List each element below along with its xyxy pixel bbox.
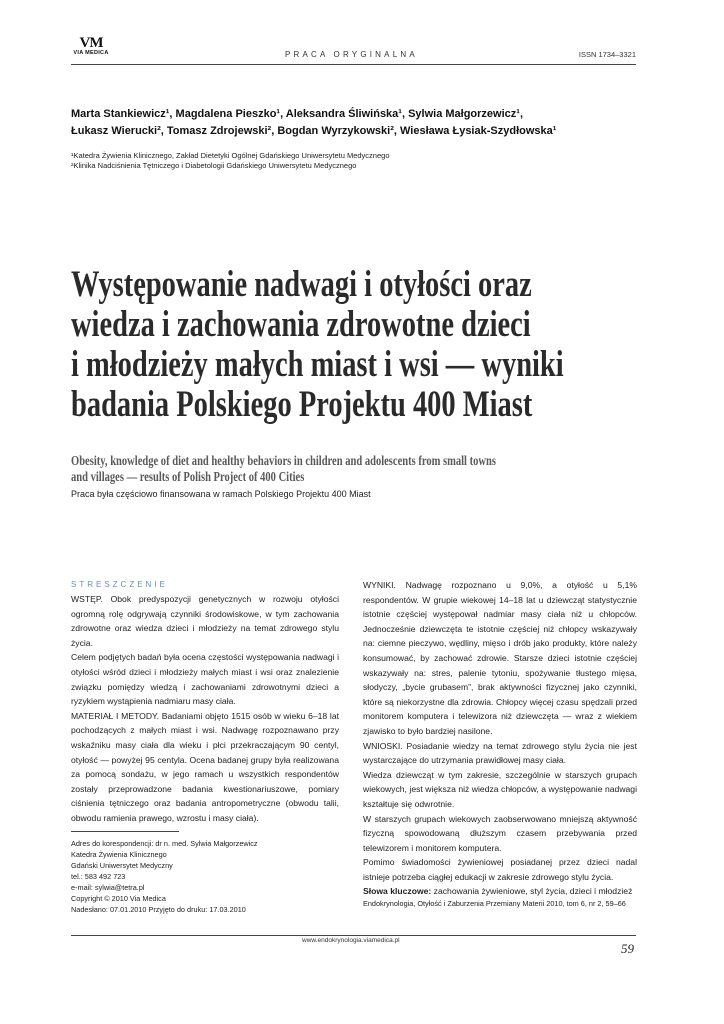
author: Marta Stankiewicz¹, [71, 108, 173, 120]
copyright: Copyright © 2010 Via Medica [71, 894, 166, 903]
keywords-text: zachowania żywieniowe, styl życia, dzieci i młodzież [431, 886, 633, 897]
correspondence-line: Gdański Uniwersytet Medyczny [71, 861, 173, 870]
abstract-paragraph: MATERIAŁ I METODY. Badaniami objęto 1515 osób w wieku 6–18 lat pochodzących z małych miast i wsi. Nadwagę rozpoznawano przy wskaźniku masy ciała dla wieku i płci przekraczającym 90 centyl, otyłość — powyżej 95 centyla. Ocena badanej grupy była realizowana za pomocą sondażu, w jego ramach u wszystkich respondentów zostały przeprowadzone badania kwestionariuszowe, pomiary ciśnienia tętniczego oraz badania antropometryczne (obwodu talii, obwodu ramienia prawego, wzrostu i masy ciała). [71, 710, 339, 823]
correspondence-line: Adres do korespondencji: dr n. med. Sylwia Małgorzewicz [71, 839, 258, 848]
abstract-paragraph: WNIOSKI. Posiadanie wiedzy na temat zdrowego stylu życia nie jest wystarczające do utrzymania prawidłowej masy ciała. [363, 740, 637, 766]
affiliation: ²Klinika Nadciśnienia Tętniczego i Diabetologii Gdańskiego Uniwersytetu Medycznego [71, 161, 357, 170]
author: Wiesława Łysiak-Szydłowska¹ [400, 125, 557, 137]
journal-url: www.endokrynologia.viamedica.pl [302, 937, 400, 944]
correspondence-line: Katedra Żywienia Klinicznego [71, 850, 167, 859]
author: Bogdan Wyrzykowski², [277, 125, 397, 137]
correspondence-line: tel.: 583 492 723 [71, 872, 126, 881]
footnote-divider [71, 831, 179, 832]
author-list [71, 106, 641, 140]
author: Magdalena Pieszko¹, [175, 108, 284, 120]
submission-dates: Nadesłano: 07.01.2010 Przyjęto do druku: 17.03.2010 [71, 905, 246, 914]
author: Łukasz Wierucki², [71, 125, 164, 137]
logo-text: VIA MEDICA [73, 50, 109, 56]
keywords [363, 884, 637, 899]
article-type-label: PRACA ORYGINALNA [285, 50, 418, 59]
correspondence-block [71, 838, 341, 915]
title-line: Występowanie nadwagi i otyłości oraz [71, 263, 532, 304]
subtitle-line: and villages — results of Polish Project of 400 Cities [71, 469, 305, 484]
abstract-paragraph: Pomimo świadomości żywieniowej posiadanej przez dzieci nadal istnieje potrzeba ciągłej edukacji w zakresie zdrowego stylu życia. [363, 857, 637, 882]
logo-mark: VM [79, 35, 103, 51]
abstract-left-column [71, 578, 339, 826]
english-title [71, 453, 648, 485]
title-line: wiedza i zachowania zdrowotne dzieci [71, 303, 531, 344]
keywords-label: Słowa kluczowe: [363, 886, 432, 897]
page-number: 59 [621, 941, 634, 956]
abstract-paragraph: WSTĘP. Obok predyspozycji genetycznych w rozwoju otyłości ogromną rolę odgrywają czynniki środowiskowe, w tym zachowania zdrowotne oraz wiedza dzieci i młodzieży na temat zdrowego stylu życia. [71, 594, 339, 648]
article-title [71, 263, 564, 424]
author: Tomasz Zdrojewski², [166, 125, 275, 137]
abstract-heading: STRESZCZENIE [71, 580, 168, 589]
header-divider [71, 64, 636, 65]
funding-note: Praca była częściowo finansowana w ramach Polskiego Projektu 400 Miast [71, 489, 371, 499]
abstract-paragraph: Celem podjętych badań była ocena częstości występowania nadwagi i otyłości wśród dzieci i młodzieży małych miast i wsi oraz znalezienie związku pomiędzy wiedzą i zachowaniami zdrowotnymi dzieci a ryzykiem wystąpienia nadmiaru masy ciała. [71, 652, 339, 707]
journal-citation: Endokrynologia, Otyłość i Zaburzenia Przemiany Materii 2010, tom 6, nr 2, 59–66 [363, 899, 626, 908]
publisher-logo [71, 36, 111, 57]
abstract-paragraph: WYNIKI. Nadwagę rozpoznano u 9,0%, a otyłość u 5,1% respondentów. W grupie wiekowej 14–18 lat u dziewcząt statystycznie istotnie częściej występował nadmiar masy ciała niż u chłopców. Jednocześnie dziewczęta te istotnie częściej niż chłopcy wskazywały na: ciemne pieczywo, wędliny, mięso i drób jako produkty, które należy konsumować, by zachować zdrowie. Starsze dzieci istotnie częściej wskazywały na: stres, palenie tytoniu, spożywanie tłustego mięsa, słodyczy, „bycie grubasem”, brak aktywności fizycznej jako czynniki, które są niekorzystne dla zdrowia. Chłopcy więcej czasu spędzali przed monitorem komputera i telewizora niż dziewczęta — wraz z wiekiem zjawisko to było bardziej nasilone. [363, 580, 637, 736]
correspondence-email: e-mail: sylwia@tetra.pl [71, 883, 145, 892]
footer-divider [71, 935, 636, 936]
issn: ISSN 1734–3321 [578, 50, 636, 59]
author: Aleksandra Śliwińska¹, [285, 108, 406, 120]
abstract-paragraph: W starszych grupach wiekowych zaobserwowano mniejszą aktywność fizyczną spowodowaną dłuższym czasem przebywania przed telewizorem i monitorem komputera. [363, 813, 637, 853]
affiliation: ¹Katedra Żywienia Klinicznego, Zakład Dietetyki Ogólnej Gdańskiego Uniwersytetu Medycznego [71, 151, 390, 160]
subtitle-line: Obesity, knowledge of diet and healthy behaviors in children and adolescents from small towns [71, 453, 496, 468]
title-line: badania Polskiego Projektu 400 Miast [71, 383, 533, 424]
title-line: i młodzieży małych miast i wsi — wyniki [71, 343, 564, 384]
abstract-right-column [363, 578, 637, 899]
affiliations [71, 151, 641, 171]
author: Sylwia Małgorzewicz¹, [408, 108, 523, 120]
abstract-paragraph: Wiedza dziewcząt w tym zakresie, szczególnie w starszych grupach wiekowych, jest większa niż wiedza chłopców, a występowanie nadwagi kształtuje się odwrotnie. [363, 769, 637, 809]
